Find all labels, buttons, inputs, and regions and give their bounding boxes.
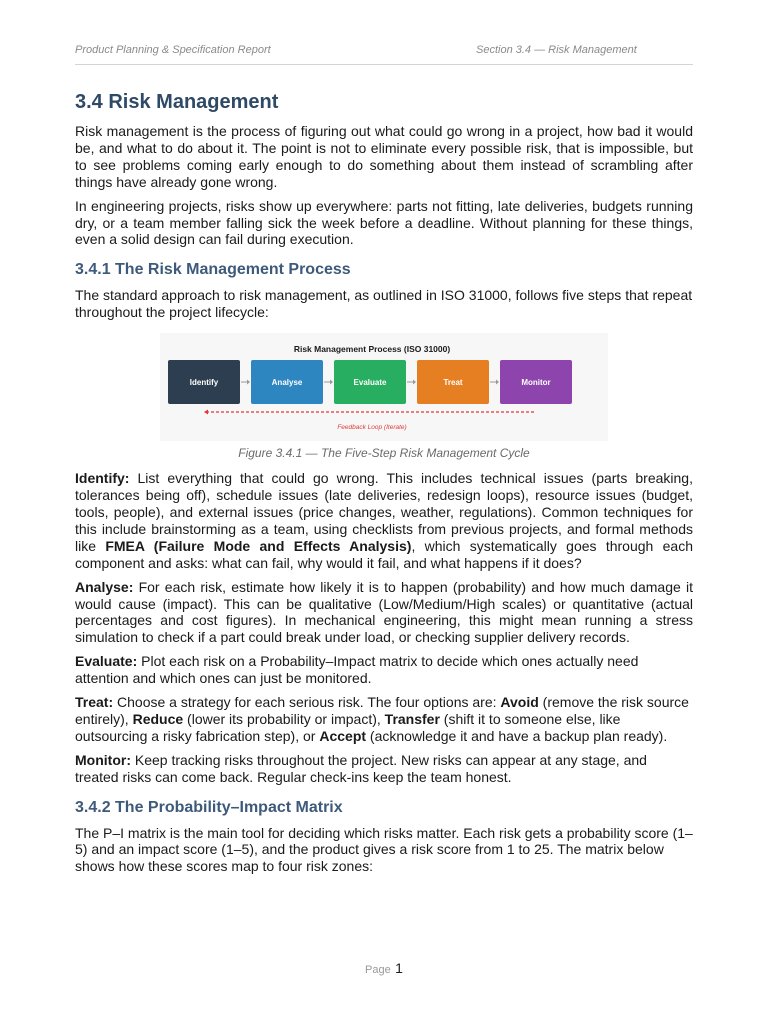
step-label-evaluate: Evaluate — [353, 378, 387, 388]
page-number: 1 — [395, 960, 403, 976]
step-identify-term: Identify: — [75, 470, 130, 487]
step-label-monitor: Monitor — [521, 378, 551, 388]
step-treat-term: Treat: — [75, 694, 114, 711]
strategy-accept: Accept — [319, 727, 367, 744]
step-treat-text-4: (shift it to someone else, like outsourcing a risky fabrication step), or — [75, 710, 621, 744]
step-treat-text-5: (acknowledge it and have a backup plan ready). — [366, 727, 668, 744]
step-treat-paragraph — [75, 694, 693, 745]
step-monitor-paragraph — [75, 752, 693, 786]
intro-paragraph-2: In engineering projects, risks show up everywhere: parts not fitting, late deliveries, budgets running dry, or a team member falling sick the week before a deadline. Without planning for these things, even a solid design can fail during execution. — [75, 197, 693, 248]
step-treat-text-2: (remove the risk source entirely), — [75, 694, 689, 727]
step-identify-paragraph — [75, 470, 693, 571]
step-evaluate-text: Plot each risk on a Probability–Impact matrix to decide which ones actually need attention and which ones can just be monitored. — [75, 653, 639, 687]
step-treat-text-3: (lower its probability or impact), — [183, 710, 385, 727]
process-intro-paragraph: The standard approach to risk management, as outlined in ISO 31000, follows five steps that repeat throughout the project lifecycle: — [75, 287, 693, 321]
step-analyse-paragraph — [75, 579, 693, 647]
subsection-title-process: 3.4.1 The Risk Management Process — [75, 261, 351, 279]
step-label-treat: Treat — [443, 378, 463, 388]
page-label: Page — [365, 964, 391, 976]
strategy-avoid: Avoid — [500, 694, 539, 711]
header-section-title: Section 3.4 — Risk Management — [476, 44, 637, 56]
step-identify-text-1: List everything that could go wrong. This includes technical issues (parts breaking, tolerances being off), schedule issues (late deliveries, redesign loops), resource issues (budget, tools, people), and external issues (price changes, weather, regulations). Common techniques for this include brainstorming as a team, using checklists from previous projects, and formal methods like — [75, 470, 693, 554]
step-analyse-term: Analyse: — [75, 578, 134, 595]
process-diagram — [160, 333, 608, 441]
running-header — [75, 42, 693, 65]
step-label-analyse: Analyse — [271, 378, 303, 388]
page-content — [75, 89, 693, 882]
step-monitor-text: Keep tracking risks throughout the project. New risks can appear at any stage, and treated risks can come back. Regular check-ins keep the team honest. — [75, 751, 647, 785]
step-identify-text-2: , which systematically goes through each component and asks: what can fail, why would it fail, and what happens if it does? — [75, 537, 693, 571]
step-evaluate-paragraph — [75, 653, 693, 687]
header-report-title: Product Planning & Specification Report — [75, 44, 271, 56]
step-evaluate-term: Evaluate: — [75, 653, 138, 670]
intro-paragraph-1: Risk management is the process of figuring out what could go wrong in a project, how bad it would be, and what to do about it. The point is not to eliminate every possible risk, that is impossible, but to see problems coming early enough to do something about them instead of scrambling after things have already gone wrong. — [75, 123, 693, 190]
figure-caption: Figure 3.4.1 — The Five-Step Risk Management Cycle — [238, 446, 530, 461]
strategy-transfer: Transfer — [384, 710, 440, 727]
figure-title: Risk Management Process (ISO 31000) — [293, 344, 451, 355]
step-analyse-text: For each risk, estimate how likely it is to happen (probability) and how much damage it would cause (impact). This can be qualitative (Low/Medium/High scales) or quantitative (actual percentages and cost figures). In mechanical engineering, this might mean running a stress simulation to check if a part could break under load, or checking supplier delivery records. — [75, 578, 693, 646]
subsection-title-matrix: 3.4.2 The Probability–Impact Matrix — [75, 798, 343, 816]
strategy-reduce: Reduce — [132, 710, 184, 727]
process-figure — [75, 333, 693, 441]
feedback-loop-label: Feedback Loop (Iterate) — [337, 424, 407, 432]
page-footer — [0, 960, 768, 978]
fmea-term: FMEA (Failure Mode and Effects Analysis) — [105, 537, 412, 554]
section-title: 3.4 Risk Management — [75, 91, 279, 113]
matrix-intro-paragraph: The P–I matrix is the main tool for deciding which risks matter. Each risk gets a probability score (1–5) and an impact score (1–5), and the product gives a risk score from 1 to 25. The matrix below shows how these scores map to four risk zones: — [75, 824, 693, 875]
step-label-identify: Identify — [189, 378, 219, 388]
step-treat-text-1: Choose a strategy for each serious risk. The four options are: — [113, 694, 501, 711]
step-monitor-term: Monitor: — [75, 751, 131, 768]
